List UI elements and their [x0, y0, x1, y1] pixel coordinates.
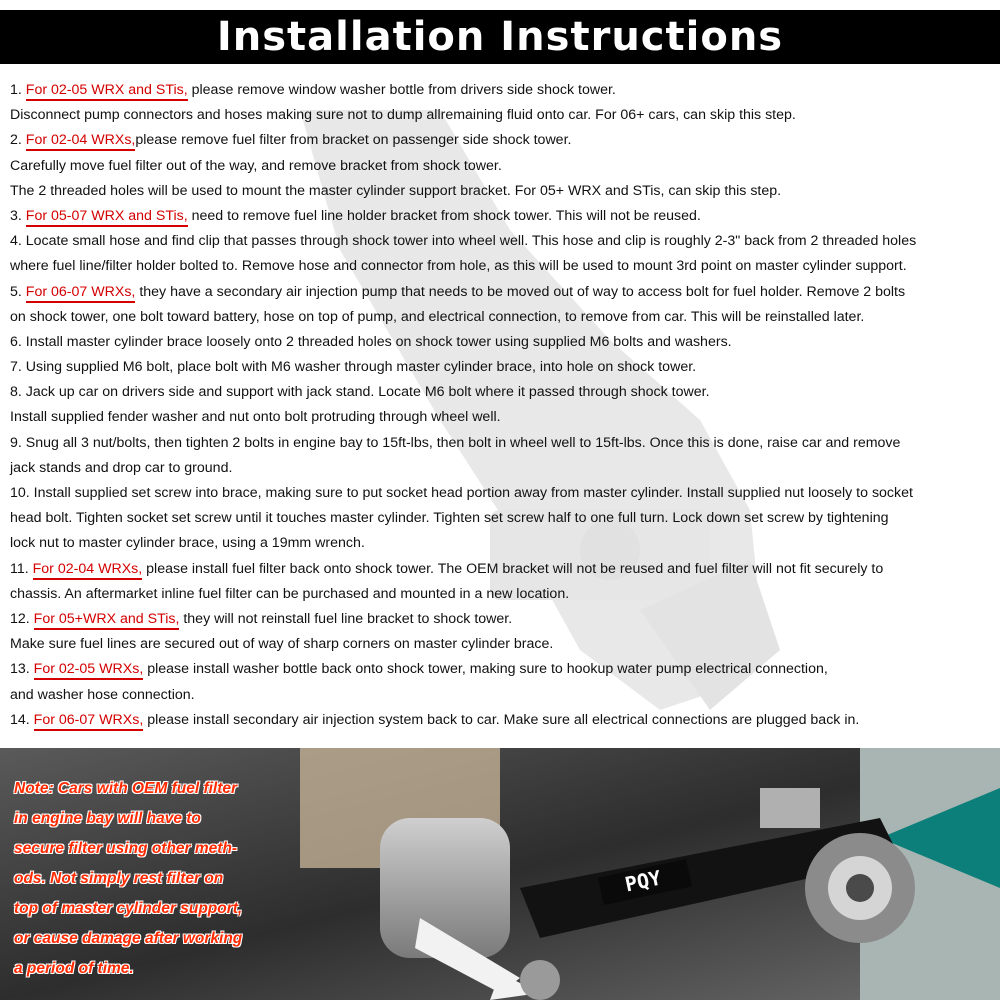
step-text: jack stands and drop car to ground.	[10, 459, 233, 476]
instructions-list	[10, 78, 995, 733]
step-text: Install master cylinder brace loosely onto 2 threaded holes on shock tower using supplied M6 bolts and washers.	[25, 333, 732, 350]
instruction-line	[10, 456, 995, 481]
instruction-line	[10, 330, 995, 355]
instruction-line	[10, 607, 995, 632]
step-text: Jack up car on drivers side and support with jack stand. Locate M6 bolt where it passed through shock tower.	[25, 384, 710, 401]
step-prefix: 9.	[10, 434, 26, 451]
instruction-line	[10, 380, 995, 405]
step-text: please install fuel filter back onto shock tower. The OEM bracket will not be reused and fuel filter will not fit securely to	[142, 560, 884, 577]
header-banner	[0, 0, 1000, 80]
instruction-line	[10, 481, 995, 506]
instruction-line	[10, 708, 995, 733]
instruction-line	[10, 683, 995, 708]
step-text: on shock tower, one bolt toward battery, hose on top of pump, and electrical connection, to remove from car. This will be reinstalled later.	[10, 308, 865, 325]
note-line: a period of time.	[14, 960, 134, 977]
step-highlight: For 02-05 WRXs,	[34, 661, 144, 680]
step-text: Install supplied set screw into brace, making sure to put socket head portion away from master cylinder. Install supplied nut loosely to socket	[33, 485, 913, 501]
step-prefix: 8.	[10, 384, 26, 401]
step-prefix: 7.	[10, 359, 26, 376]
step-text: head bolt. Tighten socket set screw until it touches master cylinder. Tighten set screw half to one full turn. Lock down set screw by tightening	[10, 510, 889, 527]
step-text: they will not reinstall fuel line bracket to shock tower.	[179, 610, 513, 627]
step-text: lock nut to master cylinder brace, using a 19mm wrench.	[10, 535, 365, 552]
step-highlight: For 06-07 WRXs,	[34, 712, 144, 731]
step-highlight: For 02-04 WRXs,	[26, 132, 136, 151]
step-text: where fuel line/filter holder bolted to. Remove hose and connector from hole, as this will be used to mount 3rd point on master cylinder support.	[10, 258, 907, 275]
step-prefix: 11.	[10, 560, 33, 577]
instruction-line	[10, 254, 995, 279]
instruction-line	[10, 557, 995, 582]
note-text	[14, 774, 284, 984]
note-line: in engine bay will have to	[14, 810, 201, 827]
step-text: please remove window washer bottle from drivers side shock tower.	[187, 82, 616, 98]
instruction-line	[10, 154, 995, 179]
step-text: please install washer bottle back onto shock tower, making sure to hookup water pump electrical connection,	[143, 661, 828, 678]
instruction-line	[10, 632, 995, 657]
step-text: please remove fuel filter from bracket on passenger side shock tower.	[135, 132, 572, 149]
step-prefix: 5.	[10, 283, 26, 300]
page-title: Installation Instructions	[216, 14, 784, 60]
step-text: Snug all 3 nut/bolts, then tighten 2 bolts in engine bay to 15ft-lbs, then bolt in wheel well to 15ft-lbs. Once this is done, raise car and remove	[25, 434, 901, 451]
step-prefix: 2.	[10, 132, 26, 149]
instruction-line	[10, 506, 995, 531]
installation-photo	[0, 748, 1000, 1000]
instruction-line	[10, 431, 995, 456]
step-text: please install secondary air injection system back to car. Make sure all electrical connections are plugged back in.	[143, 711, 860, 728]
step-text: Locate small hose and find clip that passes through shock tower into wheel well. This hose and clip is roughly 2-3" back from 2 threaded holes	[25, 233, 917, 250]
step-text: Carefully move fuel filter out of the way, and remove bracket from shock tower.	[10, 157, 502, 174]
instruction-line	[10, 229, 995, 254]
step-prefix: 13.	[10, 661, 34, 678]
step-text: Install supplied fender washer and nut onto bolt protruding through wheel well.	[10, 409, 501, 426]
step-text: Using supplied M6 bolt, place bolt with M6 washer through master cylinder brace, into hole on shock tower.	[25, 359, 697, 376]
step-text: and washer hose connection.	[10, 686, 195, 703]
step-text: need to remove fuel line holder bracket from shock tower. This will not be reused.	[187, 207, 701, 224]
instruction-line	[10, 78, 995, 103]
note-line: top of master cylinder support,	[14, 900, 243, 917]
instruction-line	[10, 405, 995, 430]
step-highlight: For 05-07 WRX and STis,	[26, 208, 188, 227]
note-line: secure filter using other meth-	[14, 840, 238, 857]
instruction-line	[10, 582, 995, 607]
instruction-line	[10, 355, 995, 380]
instruction-line	[10, 103, 995, 128]
instruction-line	[10, 305, 995, 330]
step-prefix: 10.	[10, 485, 34, 501]
step-highlight: For 05+WRX and STis,	[34, 611, 180, 630]
step-prefix: 6.	[10, 333, 26, 350]
brand-logo: PQY	[622, 865, 664, 897]
instruction-line	[10, 179, 995, 204]
step-text: Make sure fuel lines are secured out of way of sharp corners on master cylinder brace.	[10, 636, 554, 653]
step-prefix: 12.	[10, 610, 34, 627]
step-prefix: 3.	[10, 207, 26, 224]
note-line: Note: Cars with OEM fuel filter	[14, 780, 238, 797]
instruction-line	[10, 657, 995, 682]
instruction-line	[10, 204, 995, 229]
instruction-line	[10, 128, 995, 153]
step-prefix: 1.	[10, 82, 26, 98]
step-text: they have a secondary air injection pump that needs to be moved out of way to access bolt for fuel holder. Remove 2 bolts	[135, 283, 906, 300]
step-highlight: For 06-07 WRXs,	[26, 284, 136, 303]
step-prefix: 14.	[10, 711, 34, 728]
step-prefix: 4.	[10, 233, 26, 250]
step-text: Disconnect pump connectors and hoses making sure not to dump allremaining fluid onto car. For 06+ cars, can skip this step.	[10, 107, 796, 124]
step-highlight: For 02-04 WRXs,	[33, 561, 143, 580]
step-text: chassis. An aftermarket inline fuel filter can be purchased and mounted in a new location.	[10, 585, 570, 602]
note-line: or cause damage after working	[14, 930, 243, 947]
instruction-line	[10, 280, 995, 305]
instruction-line	[10, 531, 995, 556]
note-line: ods. Not simply rest filter on	[14, 870, 224, 887]
step-highlight: For 02-05 WRX and STis,	[26, 82, 188, 101]
step-text: The 2 threaded holes will be used to mount the master cylinder support bracket. For 05+ WRX and STis, can skip this step.	[10, 182, 782, 199]
